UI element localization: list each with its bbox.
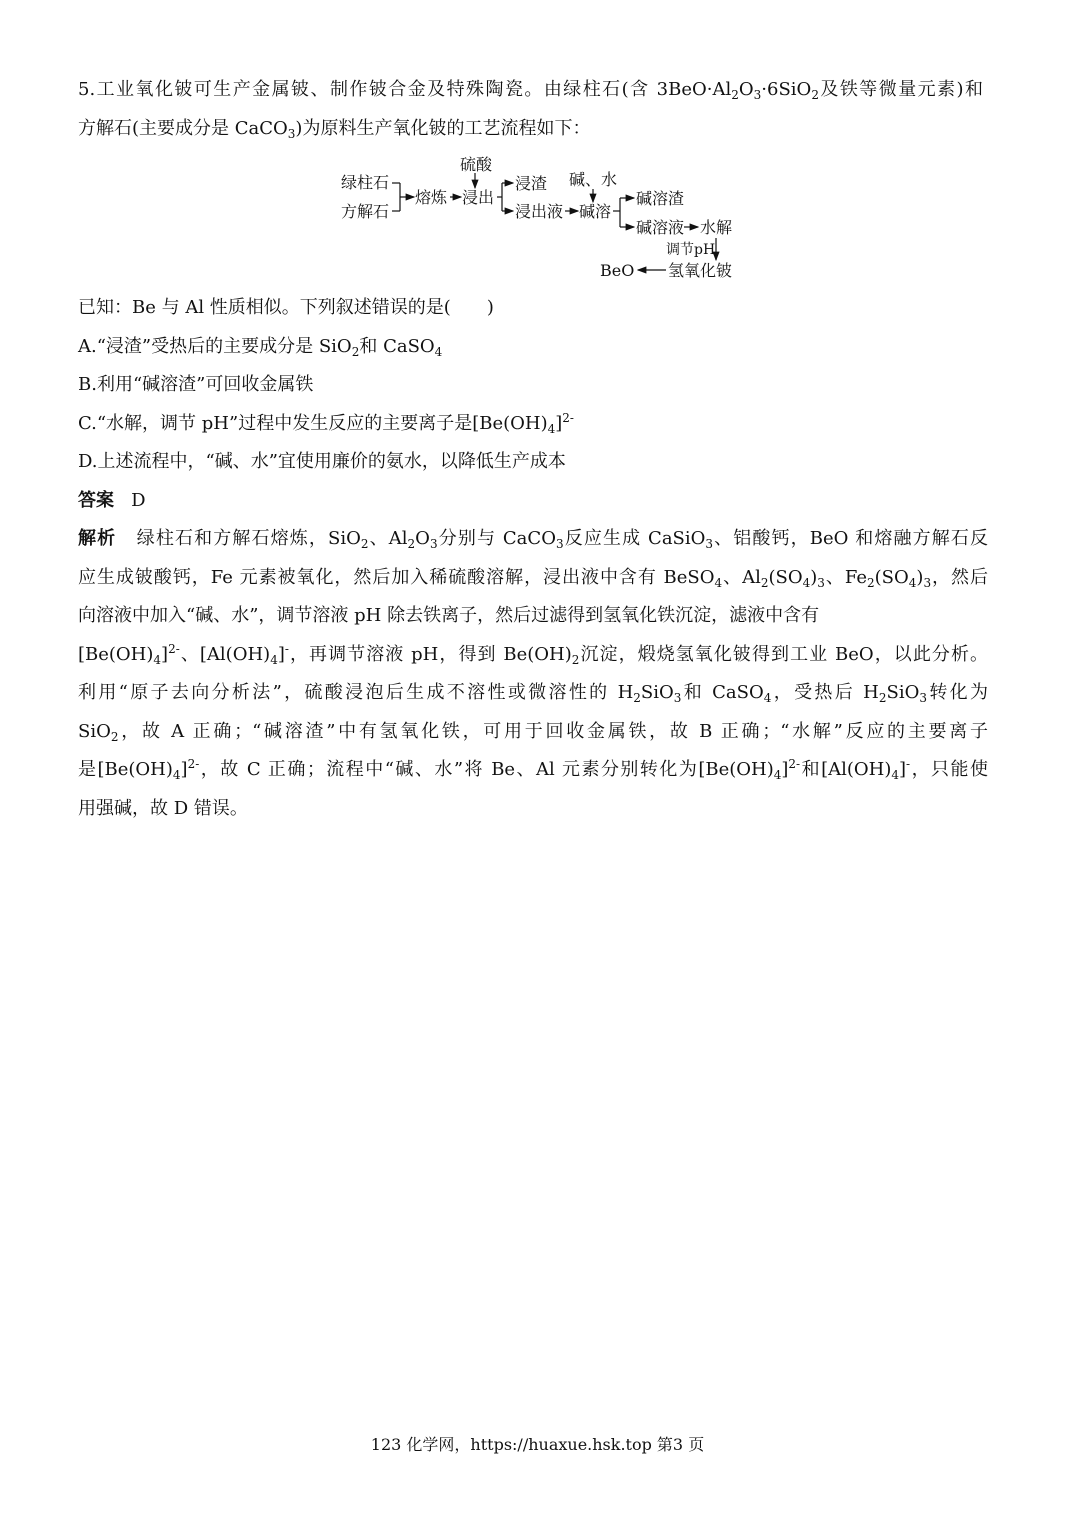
flow-leach: 浸出 xyxy=(462,188,495,207)
analysis-line-3: 向溶液中加入“碱、水”，调节溶液 pH 除去铁离子，然后过滤得到氢氧化铁沉淀，滤液中含有 xyxy=(78,605,820,626)
answer xyxy=(78,489,146,513)
flow-alkali-dissolve: 碱溶 xyxy=(579,202,612,221)
flow-alkali-water: 碱、水 xyxy=(569,170,618,189)
option-d: D.上述流程中，“碱、水”宜使用廉价的氨水，以降低生产成本 xyxy=(78,451,566,472)
analysis-line-7: 是$[Be(OH)_4]^{2-}$，故 C 正确；流程中“碱、水”将 Be、Al 元素分别转化为$[Be(OH)_4]^{2-}$和$[Al(OH)_4]^-$，只能使 xyxy=(78,757,989,782)
answer-value: D xyxy=(131,490,146,511)
option-b: B.利用“碱溶渣”可回收金属铁 xyxy=(78,374,314,395)
analysis-line-2: 应生成铍酸钙，Fe 元素被氧化，然后加入稀硫酸溶解，浸出液中含有 BeSO$_4$、$Al_2(SO_4)_3$、$Fe_2(SO_4)_3$，然后 xyxy=(78,567,988,590)
analysis-label: 解析 xyxy=(78,528,117,549)
option-a: A.“浸渣”受热后的主要成分是 SiO$_2$和 CaSO$_4$ xyxy=(78,336,443,359)
flow-leach-residue: 浸渣 xyxy=(515,174,548,193)
flow-smelt: 熔炼 xyxy=(415,188,448,207)
analysis-line-1: 解析 绿柱石和方解石熔炼，SiO$_2$、$Al_2O_3$分别与 CaCO$_3$反应生成 CaSiO$_3$、铝酸钙，BeO 和熔融方解石反 xyxy=(78,528,989,551)
flow-alkali-solution: 碱溶液 xyxy=(636,218,685,237)
flow-beryllium-hydroxide: 氢氧化铍 xyxy=(668,261,733,280)
option-c: C.“水解，调节 pH”过程中发生反应的主要离子是$[Be(OH)_4]^{2-}$ xyxy=(78,411,574,436)
flow-calcite: 方解石 xyxy=(341,202,390,221)
analysis-line-6: SiO$_2$，故 A 正确；“碱溶渣”中有氢氧化铁，可用于回收金属铁，故 B 正确；“水解”反应的主要离子 xyxy=(78,721,988,744)
page-footer: 123 化学网，https://huaxue.hsk.top 第3 页 xyxy=(370,1435,705,1454)
question-line-2: 方解石(主要成分是 CaCO$_3$)为原料生产氧化铍的工艺流程如下： xyxy=(78,118,591,141)
question-line-1: 5.工业氧化铍可生产金属铍、制作铍合金及特殊陶瓷。由绿柱石(含 $3BeO\cdot Al_2O_3\cdot 6SiO_2$及铁等微量元素)和 xyxy=(78,79,983,102)
flow-hydrolysis: 水解 xyxy=(700,218,733,237)
flow-leachate: 浸出液 xyxy=(515,202,564,221)
flow-adjust-ph: 调节pH xyxy=(666,242,716,258)
flow-sulfuric-acid: 硫酸 xyxy=(460,155,493,174)
flow-alkali-residue: 碱溶渣 xyxy=(636,189,685,208)
flow-beryl: 绿柱石 xyxy=(341,173,390,192)
analysis-line-5: 利用“原子去向分析法”，硫酸浸泡后生成不溶性或微溶性的 $H_2SiO_3$和 CaSO$_4$，受热后 $H_2SiO_3$转化为 xyxy=(78,682,988,705)
flow-beo: BeO xyxy=(600,261,635,280)
process-flow-diagram xyxy=(0,0,1075,300)
analysis-line-8: 用强碱，故 D 错误。 xyxy=(78,798,248,819)
analysis-line-4: $[Be(OH)_4]^{2-}$、$[Al(OH)_4]^-$，再调节溶液 pH，得到 $Be(OH)_2$沉淀，煅烧氢氧化铍得到工业 BeO，以此分析。 xyxy=(78,642,989,667)
question-known: 已知：Be 与 Al 性质相似。下列叙述错误的是( ) xyxy=(78,297,494,318)
answer-label: 答案 xyxy=(78,490,114,511)
